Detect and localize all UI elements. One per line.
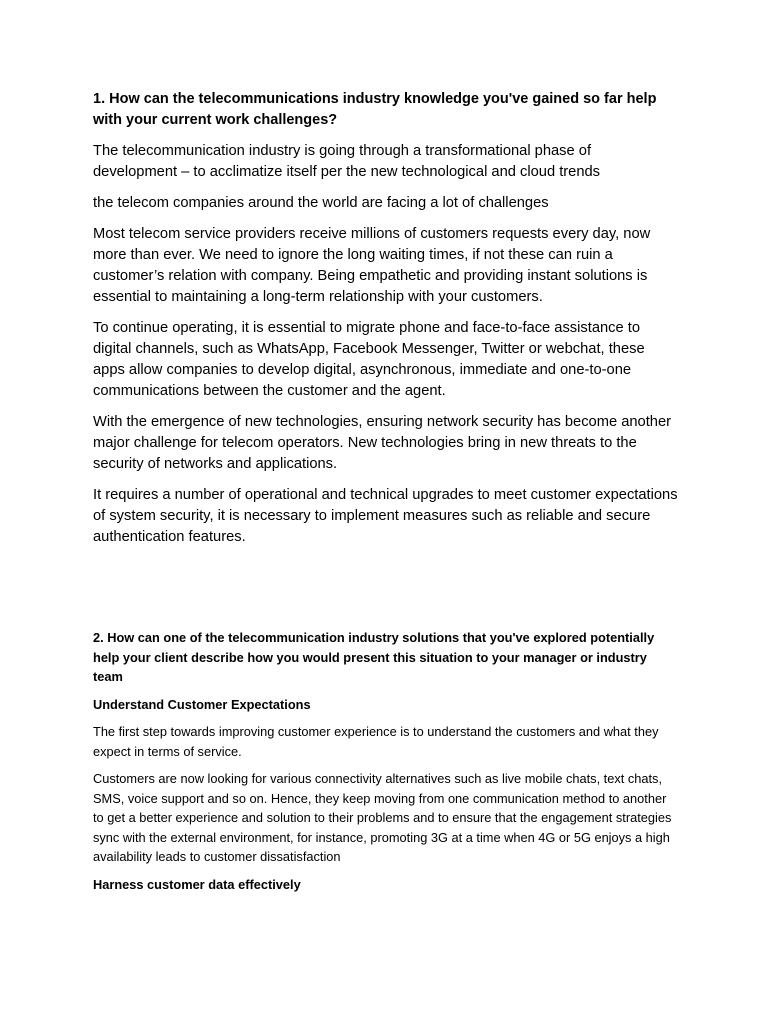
q1-paragraph: The telecommunication industry is going through a transformational phase of development – to acclimatize itself per the new technological and cloud trends [93, 143, 601, 180]
q1-paragraph: the telecom companies around the world are facing a lot of challenges [93, 195, 549, 211]
section-spacer [93, 558, 678, 628]
q1-paragraph: It requires a number of operational and technical upgrades to meet customer expectations of system security, it is necessary to implement measures such as reliable and secure authentication features. [93, 487, 678, 545]
q2-paragraph: The first step towards improving customer experience is to understand the customers and what they expect in terms of service. [93, 724, 659, 759]
q1-paragraph: With the emergence of new technologies, ensuring network security has become another major challenge for telecom operators. New technologies bring in new threats to the security of networks and applications. [93, 414, 672, 472]
q1-paragraph: Most telecom service providers receive millions of customers requests every day, now more than ever. We need to ignore the long waiting times, if not these can ruin a customer’s relation with company. Being empathetic and providing instant solutions is essential to maintaining a long-term relationship with your customers. [93, 226, 651, 305]
subheading-customer-expectations: Understand Customer Expectations [93, 696, 311, 712]
question-1-heading: 1. How can the telecommunications industry knowledge you've gained so far help with your current work challenges? [93, 91, 657, 128]
question-2-heading: 2. How can one of the telecommunication industry solutions that you've explored potentially help your client describe how you would present this situation to your manager or industry team [93, 630, 655, 684]
q1-paragraph: To continue operating, it is essential to migrate phone and face-to-face assistance to digital channels, such as WhatsApp, Facebook Messenger, Twitter or webchat, these apps allow companies to develop digital, asynchronous, immediate and one-to-one communications between the customer and the agent. [93, 320, 645, 399]
subheading-customer-data: Harness customer data effectively [93, 876, 301, 892]
document-body [93, 89, 678, 902]
q2-paragraph: Customers are now looking for various connectivity alternatives such as live mobile chats, text chats, SMS, voice support and so on. Hence, they keep moving from one communication method to another to get a better experience and solution to their problems and to ensure that the engagement strategies sync with the external environment, for instance, promoting 3G at a time when 4G or 5G enjoys a high availability leads to customer dissatisfaction [93, 771, 672, 864]
